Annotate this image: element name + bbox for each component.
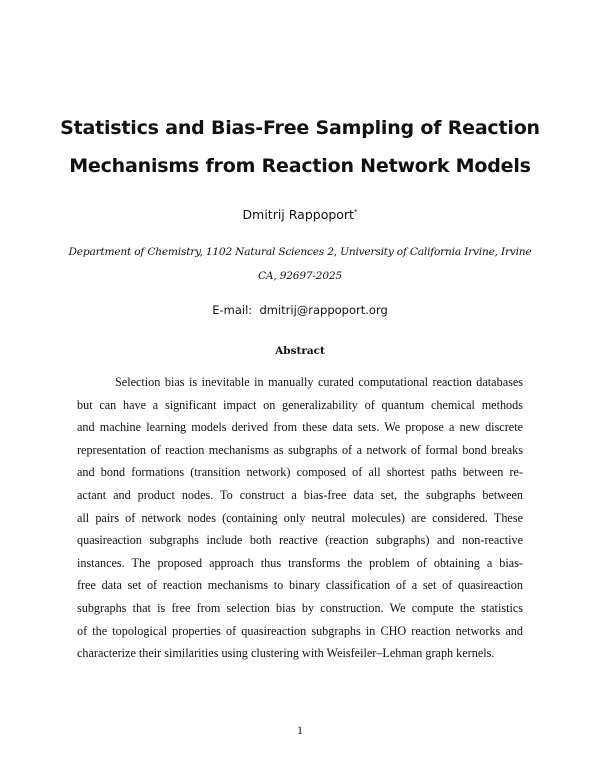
abstract-line: free data set of reaction mechanisms to binary classification of a set of quasireaction: [77, 578, 523, 593]
affiliation-line-2: CA, 92697-2025: [258, 270, 342, 282]
title-line-2: Mechanisms from Reaction Network Models: [69, 155, 531, 177]
abstract-line: all pairs of network nodes (containing only neutral molecules) are considered. These: [77, 510, 523, 525]
abstract-heading: Abstract: [275, 345, 325, 357]
author-mark: *: [353, 207, 358, 216]
abstract-line: characterize their similarities using clustering with Weisfeiler–Lehman graph kernels.: [77, 646, 495, 661]
email: E-mail: dmitrij@rappoport.org: [212, 303, 388, 317]
author-name: Dmitrij Rappoport: [242, 207, 354, 222]
abstract-line: representation of reaction mechanisms as subgraphs of a network of formal bond breaks: [77, 442, 523, 457]
abstract-line: and machine learning models derived from these data sets. We propose a new discrete: [77, 420, 523, 435]
abstract-line: actant and product nodes. To construct a bias-free data set, the subgraphs between: [77, 488, 523, 502]
abstract-line: of the topological properties of quasireaction subgraphs in CHO reaction networks and: [77, 623, 523, 638]
title-line-1: Statistics and Bias-Free Sampling of Reaction: [60, 117, 540, 139]
abstract-line: quasireaction subgraphs include both reactive (reaction subgraphs) and non-reactive: [77, 533, 523, 548]
abstract-line: but can have a significant impact on generalizability of quantum chemical methods: [77, 397, 523, 412]
abstract-line: instances. The proposed approach thus transforms the problem of obtaining a bias-: [77, 555, 523, 570]
abstract-line: Selection bias is inevitable in manually curated computational reaction databases: [115, 375, 523, 389]
abstract-line: and bond formations (transition network) composed of all shortest paths between re-: [77, 465, 523, 480]
author: [0, 207, 600, 222]
affiliation-line-1: Department of Chemistry, 1102 Natural Sciences 2, University of California Irvine, Irvine: [68, 246, 532, 258]
page-number: 1: [297, 723, 303, 737]
abstract-line: subgraphs that is free from selection bias by construction. We compute the statistics: [77, 601, 523, 615]
